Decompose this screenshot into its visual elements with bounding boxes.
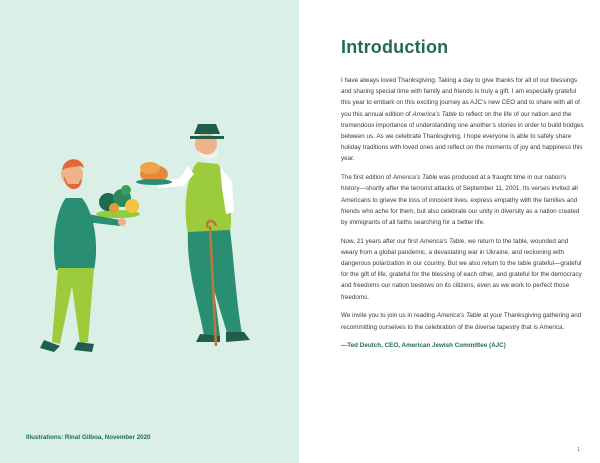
page-title: Introduction	[341, 37, 449, 57]
paragraph-4: We invite you to join us in reading America’s Table at your Thanksgiving gathering and recommitting ourselves to the celebration of the diverse tapestry that is America.	[341, 312, 582, 331]
italic-title: America’s Table	[412, 110, 457, 118]
vegetable-platter	[96, 185, 140, 218]
young-man-figure	[40, 159, 126, 352]
paragraph-3: Now, 21 years after our first America’s Table, we return to the table, wounded and weary from a global pandemic, a devastating war in Ukraine, and reckoning with dangerous polarization in our country. But we also return to the table grateful—grateful for the gift of life, grateful for the blessing of each other, and grateful for the democracy and freedoms our nation bestows on its citizens, even as we work to perfect those freedoms.	[341, 237, 582, 301]
italic-title: America’s Table	[436, 312, 482, 320]
old-man-figure	[158, 124, 250, 346]
paragraph-1: I have always loved Thanksgiving. Taking a day to give thanks for all of our blessings and sharing special time with family and friends is truly a gift. I am especially grateful this year to embark on this exciting journey as AJC’s new CEO and to share with all of you this annual edition of America’s Table to reflect on the life of our nation and the tremendous importance of understanding one another’s stories in order to build bridges between us. As we celebrate Thanksgiving, I hope everyone is able to safely share holiday traditions with loved ones and reflect on the moments of joy and happiness this year.	[341, 77, 584, 163]
page-number: 1	[577, 447, 580, 453]
body-text	[341, 75, 584, 351]
thanksgiving-illustration	[30, 110, 290, 360]
illustration-credit: Illustrations: Rinat Gilboa, November 2020	[26, 434, 151, 441]
italic-title: America’s Table	[419, 237, 465, 245]
right-panel	[299, 0, 600, 463]
italic-title: America’s Table	[392, 174, 438, 182]
paragraph-2: The first edition of America’s Table was produced at a fraught time in our nation’s history—shortly after the terrorist attacks of September 11, 2001. Its verses invited all Americans to grieve the loss of innocent lives, express empathy with the families and friends who ache for them, but also celebrate our unity in diversity as a nation created by immigrants of all faiths searching for a better life.	[341, 174, 580, 226]
signature: —Ted Deutch, CEO, American Jewish Committee (AJC)	[341, 342, 506, 350]
turkey-platter	[136, 162, 172, 185]
left-panel	[0, 0, 299, 463]
